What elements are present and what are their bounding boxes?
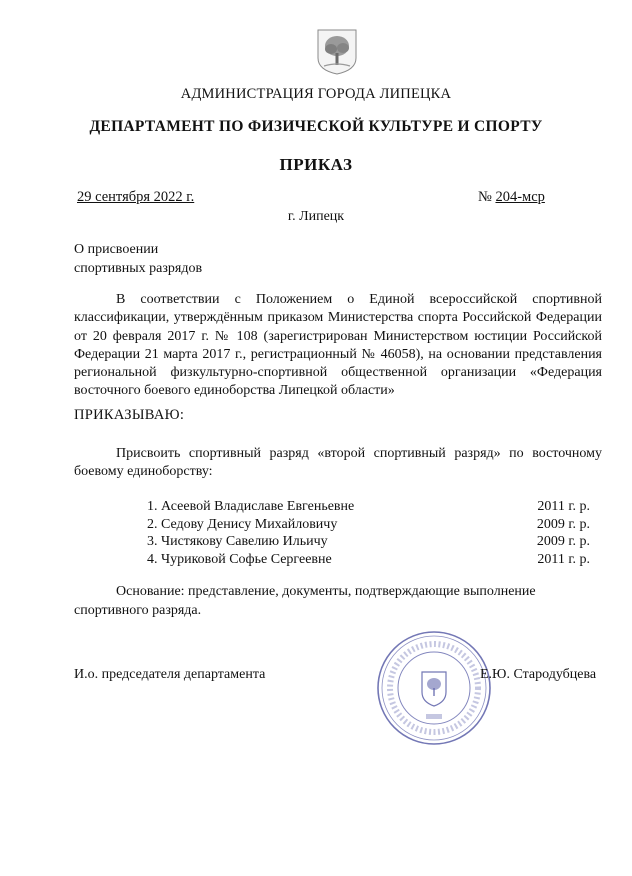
order-city: г. Липецк xyxy=(287,209,345,224)
athlete-birth-year: 2009 г. р. xyxy=(536,516,590,532)
order-number-prefix: № xyxy=(478,189,496,205)
preamble-paragraph: В соответствии с Положением о Единой всероссийской спортивной классификации, утверждённым приказом Министерства спорта Российской Федерации от 20 февраля 2017 г. № 108 (зарегистрирован Министерством юстиции Российской Федерации 21 марта 2017 г., регистрационный № 46058), на основании представления региональной физкультурно-спортивной общественной организации «Федерация восточного боевого единоборства Липецкой области» xyxy=(74,292,602,399)
athlete-birth-year: 2011 г. р. xyxy=(537,499,590,514)
subject-line-1: О присвоении xyxy=(74,242,159,257)
athlete-name: 4. Чуриковой Софье Сергеевне xyxy=(147,551,332,567)
athlete-name: 2. Седову Денису Михайловичу xyxy=(147,516,338,532)
order-word: ПРИКАЗЫВАЮ: xyxy=(74,407,185,423)
administration-title: АДМИНИСТРАЦИЯ ГОРОДА ЛИПЕЦКА xyxy=(180,86,452,102)
list-item xyxy=(147,552,590,570)
signatory-title: И.о. председателя департамента xyxy=(74,667,266,682)
document-type: ПРИКАЗ xyxy=(279,155,353,174)
athlete-birth-year: 2009 г. р. xyxy=(536,534,590,549)
department-title: ДЕПАРТАМЕНТ ПО ФИЗИЧЕСКОЙ КУЛЬТУРЕ И СПОРТУ xyxy=(89,118,543,135)
list-item xyxy=(147,517,590,535)
athlete-name: 3. Чистякову Савелию Ильичу xyxy=(147,534,328,549)
list-item xyxy=(147,499,590,517)
athletes-list xyxy=(147,499,590,569)
basis-paragraph: Основание: представление, документы, подтверждающие выполнение спортивного разряда. xyxy=(74,584,536,618)
order-number-value: 204-мср xyxy=(495,189,545,205)
order-subject xyxy=(74,240,202,278)
subject-line-2: спортивных разрядов xyxy=(74,261,203,276)
official-seal-icon xyxy=(374,628,494,748)
city-emblem-icon xyxy=(316,28,358,76)
order-date: 29 сентября 2022 г. xyxy=(77,189,195,205)
signatory-name: Е.Ю. Стародубцева xyxy=(480,667,597,682)
athlete-name: 1. Асеевой Владиславе Евгеньевне xyxy=(147,499,355,514)
athlete-birth-year: 2011 г. р. xyxy=(537,551,590,567)
instruction-paragraph: Присвоить спортивный разряд «второй спортивный разряд» по восточному боевому единоборству: xyxy=(74,446,602,480)
order-number xyxy=(478,189,545,206)
list-item xyxy=(147,534,590,552)
